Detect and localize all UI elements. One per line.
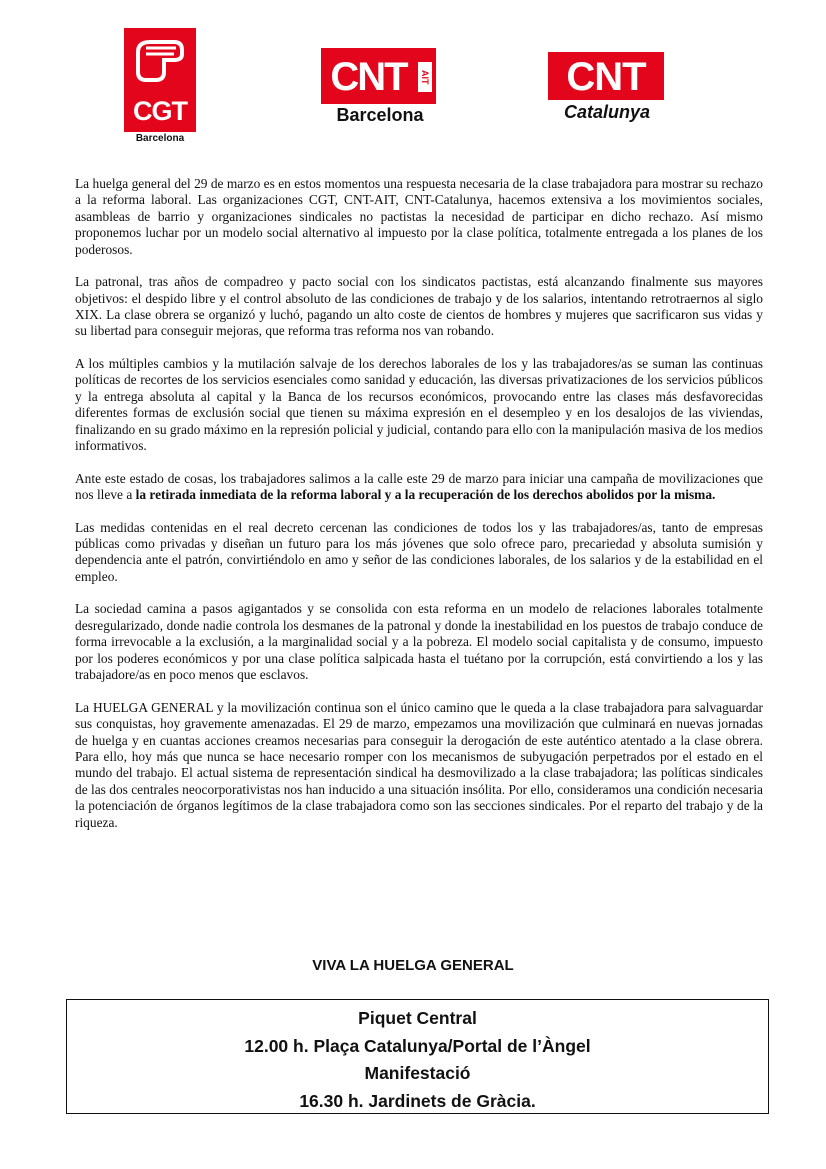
manifesto-body — [75, 176, 763, 847]
paragraph-4-bold-demand: la retirada inmediata de la reforma laboral y a la recuperación de los derechos abolidos por la misma. — [135, 487, 716, 503]
cnt-barcelona-logo-text: CNT — [330, 55, 407, 99]
demonstration-time-place: 16.30 h. Jardinets de Gràcia. — [299, 1090, 536, 1111]
paragraph-5: Las medidas contenidas en el real decreto cercenan las condiciones de todos los y las trabajadores/as, tanto de empresas públicas como privadas y diseñan un futuro para los más jóvenes que solo ofrece paro, precariedad y absoluta sumisión y dependencia ante el patrón, convirtiéndolo en amo y señor de las condiciones laborales, de los salarios y de la estabilidad en el empleo. — [75, 519, 763, 584]
paragraph-7: La HUELGA GENERAL y la movilización continua son el único camino que le queda a la clase trabajadora para salvaguardar sus conquistas, hoy gravemente amenazadas. El 29 de marzo, empezamos una movilización que culminará en nuevas jornadas de huelga y en cuantas acciones creamos necesarias para conseguir la derogación de este auténtico atentado a la clase obrera. Para ello, hoy más que nunca se hace necesario romper con los mecanismos de subyugación perpetrados por el estado en el mundo del trabajo. El actual sistema de representación sindical ha desmovilizado a la clase trabajadora; las políticas sindicales de las dos centrales neocorporativistas nos han inducido a una situación insólita. Por ello, consideramos una condición necesaria la potenciación de órganos legítimos de la clase trabajadora como son las secciones sindicales. Por el reparto del trabajo y de la riqueza. — [75, 699, 763, 830]
paragraph-6: La sociedad camina a pasos agigantados y se consolida con esta reforma en un modelo de relaciones laborales totalmente desregularizado, donde nadie controla los desmanes de la patronal y donde la inestabilidad en los puestos de trabajo conduce de forma irrevocable a la exclusión, a la marginalidad social y a la pobreza. El modelo social capitalista y de consumo, impuesto por los poderes económicos y por una clase política salpicada hasta el tuétano por la corrupción, está convirtiendo a los y las trabajadore/as en poco menos que esclavos. — [75, 601, 763, 683]
paragraph-4-text: Ante este estado de cosas, los trabajadores salimos a la calle este 29 de marzo para iniciar una campaña de movilizaciones que nos lleve a — [75, 470, 763, 503]
paragraph-3: A los múltiples cambios y la mutilación salvaje de los derechos laborales de los y las trabajadores/as se suman las continuas políticas de recortes de los servicios esenciales como sanidad y educación, las diversas privatizaciones de los servicios públicos y la entrega absoluta al capital y la Banca de los recursos económicos, provocando entre las clases más desfavorecidas diferentes formas de exclusión social que tienen su máxima expresión en el desempleo y en los desalojos de las viviendas, finalizando en su grado máximo en la represión policial y judicial, contando para ello con la manipulación masiva de los medios informativos. — [75, 356, 763, 454]
cgt-logo-text: CGT — [133, 96, 187, 126]
ait-logo-tag: AIT — [418, 62, 432, 92]
cgt-barcelona-logo — [124, 28, 196, 146]
paragraph-1: La huelga general del 29 de marzo es en estos momentos una respuesta necesaria de la clase trabajadora para mostrar su rechazo a la reforma laboral. Las organizaciones CGT, CNT-AIT, CNT-Catalunya, hacemos extensiva a los movimientos sociales, asambleas de barrio y organizaciones sindicales no pactistas la necesidad de participar en dicho rechazo. Así mismo proponemos luchar por un modelo social alternativo al impuesto por la clase política, totalmente entregada a los planes de los poderosos. — [75, 176, 763, 257]
paragraph-4 — [75, 471, 763, 504]
event-info-box — [66, 999, 769, 1114]
cgt-logo-city: Barcelona — [135, 133, 185, 144]
picket-time-place: 12.00 h. Plaça Catalunya/Portal de l’Àngel — [244, 1035, 591, 1056]
cnt-barcelona-logo-city: Barcelona — [336, 105, 424, 125]
picket-title: Piquet Central — [358, 1008, 477, 1028]
paragraph-2: La patronal, tras años de compadreo y pacto social con los sindicatos pactistas, está alcanzando finalmente sus mayores objetivos: el despido libre y el control absoluto de las condiciones de trabajo y de los salarios, intentando retrotraernos al siglo XIX. La clase obrera se organizó y luchó, pagando un alto coste de cientos de hombres y mujeres que sacrificaron sus vidas y su libertad para conseguir mejoras, que reforma tras reforma nos van robando. — [75, 274, 763, 339]
cnt-catalunya-logo-text: CNT — [566, 55, 646, 99]
cnt-catalunya-logo — [548, 52, 666, 128]
slogan-heading: VIVA LA HUELGA GENERAL — [312, 957, 514, 974]
demonstration-title: Manifestació — [364, 1063, 471, 1083]
cgt-hand-icon — [124, 28, 196, 90]
cnt-ait-barcelona-logo — [318, 48, 442, 128]
cnt-catalunya-logo-city: Catalunya — [563, 102, 651, 122]
